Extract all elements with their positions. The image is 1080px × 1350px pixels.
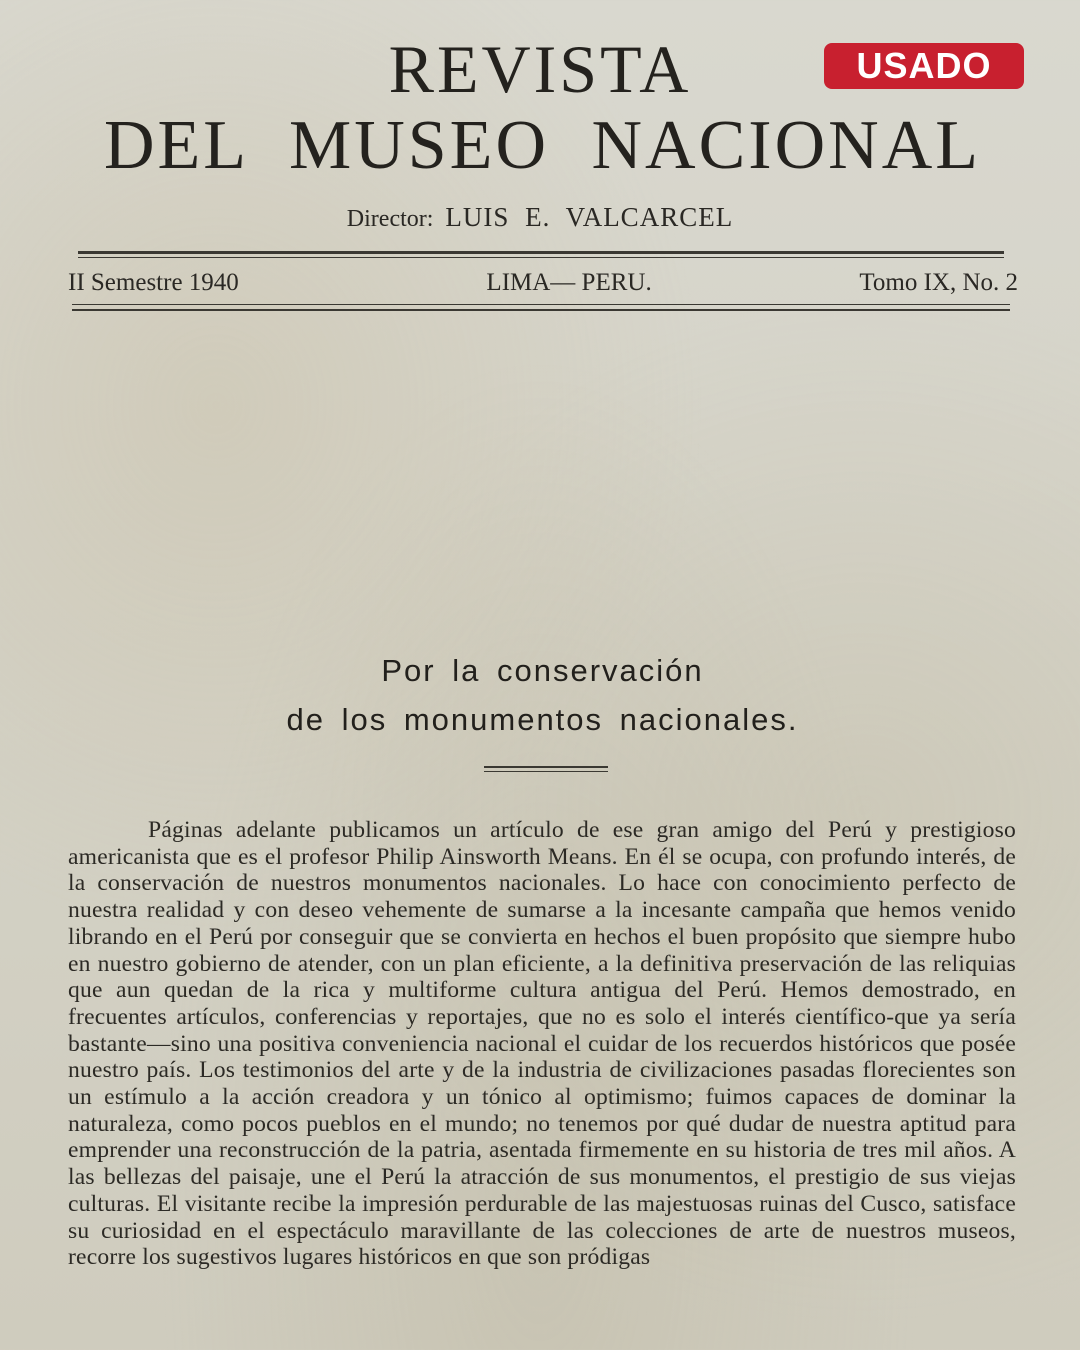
- magazine-title-line1: REVISTA: [388, 31, 692, 107]
- director-name: LUIS E. VALCARCEL: [445, 202, 734, 232]
- article-paragraph: Páginas adelante publicamos un artículo de ese gran amigo del Perú y prestigioso americanista que es el profesor Philip Ainsworth Means. En él se ocupa, con profundo interés, de la conservación de nuestros monumentos nacionales. Lo hace con conocimiento perfecto de nuestra realidad y con deseo vehemente de sumarse a la incesante campaña que hemos venido librando en el Perú por conseguir que se convierta en hechos el buen propósito que siempre hubo en nuestro gobierno de atender, con un plan eficiente, a la definitiva preservación de las reliquias que aun quedan de la rica y multiforme cultura antigua del Perú. Hemos demostrado, en frecuentes artículos, conferencias y reportajes, que no es solo el interés científico-que ya sería bastante—sino una positiva conveniencia nacional el cuidar de los recuerdos históricos que posée nuestro país. Los testimonios del arte y de la industria de civilizaciones pasadas florecientes son un estímulo a la acción creadora y un tónico al optimismo; fuimos capaces de dominar la naturaleza, como pocos pueblos en el mundo; no tenemos por qué dudar de nuestra aptitud para emprender una reconstrucción de la patria, asentada firmemente en su historia de tres mil años. A las bellezas del paisaje, une el Perú la atracción de sus monumentos, el prestigio de sus viejas culturas. El visitante recibe la impresión perdurable de las majestuosas ruinas del Cusco, satisface su curiosidad en el espectáculo maravillante de las colecciones de arte de nuestros museos, recorre los sugestivos lugares históricos en que son pródigas: [68, 817, 1016, 1271]
- semester-text: II Semestre 1940: [68, 269, 239, 296]
- volume-text: Tomo IX, No. 2: [859, 269, 1018, 296]
- top-rule-thin: [78, 257, 1004, 258]
- article-title: [0, 646, 1080, 744]
- bottom-rule-thin: [72, 304, 1010, 305]
- article-title-line2: de los monumentos nacionales.: [286, 702, 799, 737]
- director-label: Director:: [346, 206, 434, 232]
- issue-info-row: [68, 266, 1018, 300]
- bottom-rule-thick: [72, 309, 1010, 311]
- director-line: [0, 202, 1080, 233]
- article-body: [68, 817, 1016, 1271]
- article-title-line1: Por la conservación: [381, 653, 704, 688]
- used-condition-badge: USADO: [824, 43, 1024, 89]
- top-rule-thick: [78, 251, 1004, 254]
- place-text: LIMA— PERU.: [486, 269, 652, 296]
- title-divider-bottom: [484, 771, 608, 772]
- magazine-title-line2: DEL MUSEO NACIONAL: [103, 107, 982, 184]
- title-divider-top: [484, 766, 608, 768]
